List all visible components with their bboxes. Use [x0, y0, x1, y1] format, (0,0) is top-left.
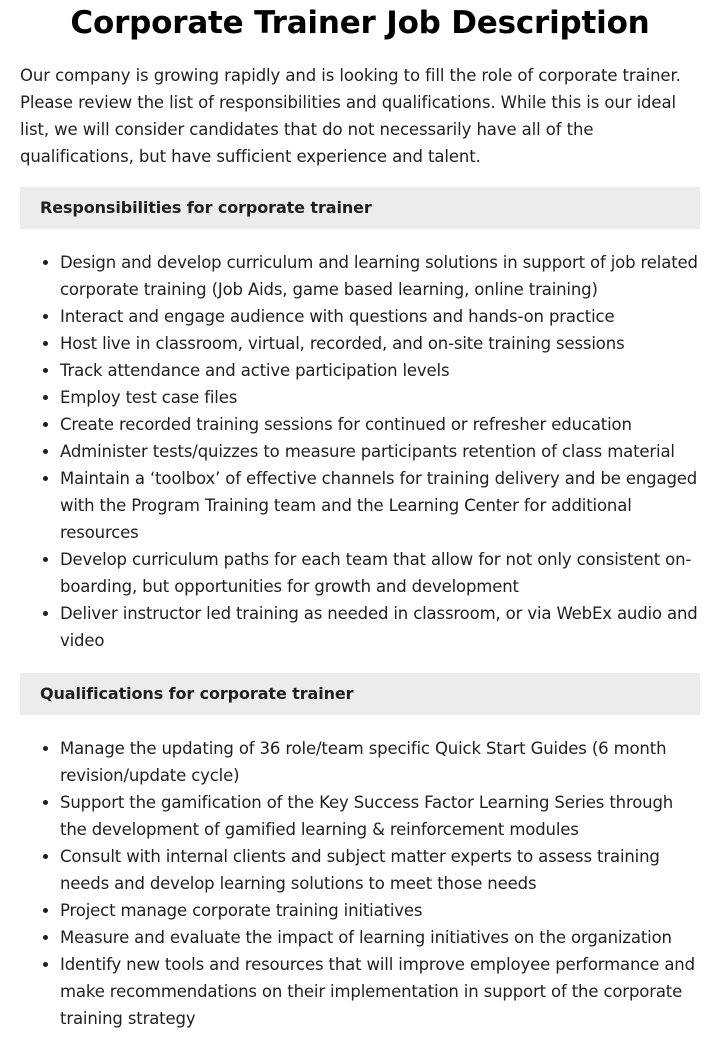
- list-item: • Deliver instructor led training as needed in classroom, or via WebEx audio and video: [60, 600, 700, 654]
- list-item: • Identify new tools and resources that will improve employee performance and make recommendations on their implementation in support of the corporate training strategy: [60, 951, 700, 1032]
- list-item: • Design and develop curriculum and learning solutions in support of job related corporate training (Job Aids, game based learning, online training): [60, 249, 700, 303]
- list-item: • Maintain a ‘toolbox’ of effective channels for training delivery and be engaged with the Program Training team and the Learning Center for additional resources: [60, 465, 700, 546]
- responsibilities-list: [20, 249, 700, 654]
- qualifications-list: [20, 735, 700, 1032]
- responsibilities-heading: Responsibilities for corporate trainer: [20, 187, 700, 229]
- list-item: • Administer tests/quizzes to measure participants retention of class material: [60, 438, 700, 465]
- list-item: • Develop curriculum paths for each team that allow for not only consistent on-boarding, but opportunities for growth and development: [60, 546, 700, 600]
- list-item: • Manage the updating of 36 role/team specific Quick Start Guides (6 month revision/update cycle): [60, 735, 700, 789]
- list-item: • Host live in classroom, virtual, recorded, and on-site training sessions: [60, 330, 700, 357]
- list-item: • Measure and evaluate the impact of learning initiatives on the organization: [60, 924, 700, 951]
- page-title: Corporate Trainer Job Description: [70, 5, 650, 41]
- list-item: • Interact and engage audience with questions and hands-on practice: [60, 303, 700, 330]
- list-item: • Support the gamification of the Key Success Factor Learning Series through the development of gamified learning & reinforcement modules: [60, 789, 700, 843]
- qualifications-heading: Qualifications for corporate trainer: [20, 673, 700, 715]
- intro-paragraph: Our company is growing rapidly and is looking to fill the role of corporate trainer. Please review the list of responsibilities and qualifications. While this is our ideal list, we will consider candidates that do not necessarily have all of the qualifications, but have sufficient experience and talent.: [20, 66, 681, 166]
- list-item: • Track attendance and active participation levels: [60, 357, 700, 384]
- list-item: • Create recorded training sessions for continued or refresher education: [60, 411, 700, 438]
- list-item: • Employ test case files: [60, 384, 700, 411]
- list-item: • Consult with internal clients and subject matter experts to assess training needs and develop learning solutions to meet those needs: [60, 843, 700, 897]
- list-item: • Project manage corporate training initiatives: [60, 897, 700, 924]
